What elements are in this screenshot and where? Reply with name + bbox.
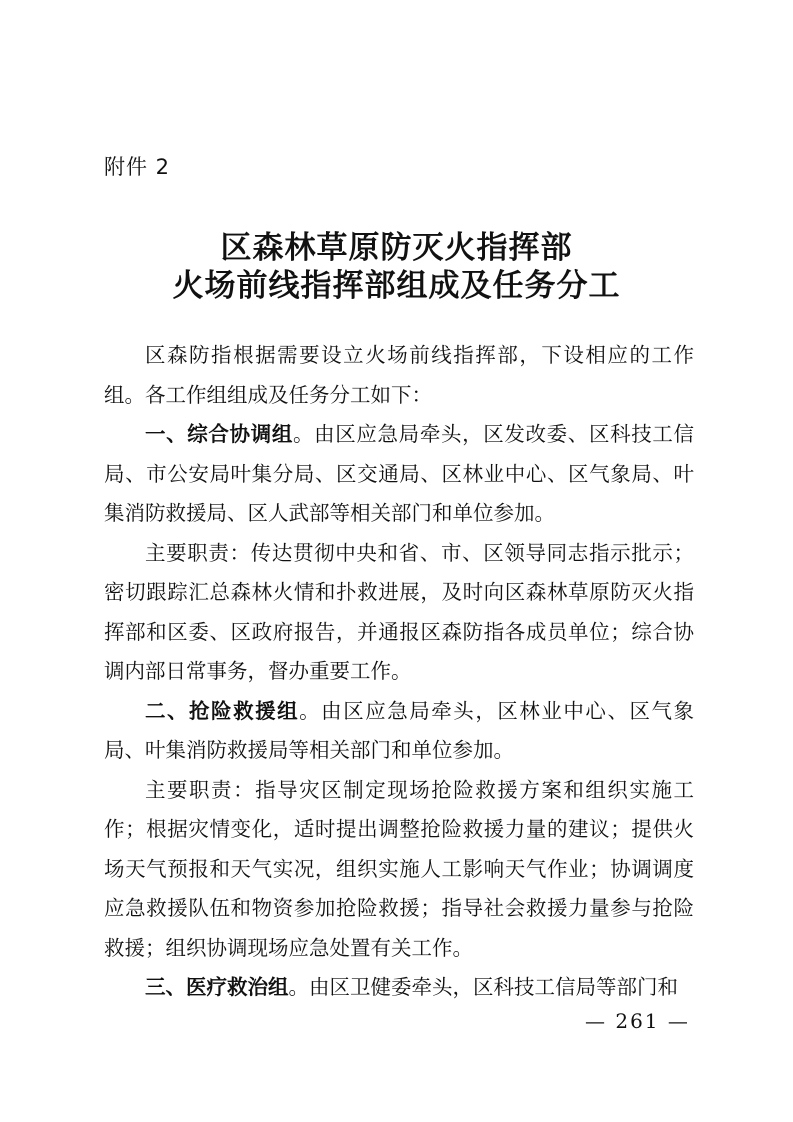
group1-composition: 。由区应急局牵头，区发改委、区科技工信局、市公安局叶集分局、区交通局、区林业中心、区气象局、叶集消防救援局、区人武部等相关部门和单位参加。 bbox=[104, 422, 695, 525]
document-body bbox=[104, 336, 694, 1008]
document-title-line1: 区森林草原防灭火指挥部 bbox=[220, 230, 573, 266]
attachment-label: 附件 2 bbox=[104, 155, 171, 179]
group2-composition-paragraph bbox=[104, 692, 694, 771]
group2-composition: 。由区应急局牵头，区林业中心、区气象局、叶集消防救援局等相关部门和单位参加。 bbox=[104, 698, 695, 762]
group1-composition-paragraph bbox=[104, 415, 694, 534]
document-title-line2: 火场前线指挥部组成及任务分工 bbox=[172, 268, 621, 304]
group1-duties-paragraph: 主要职责：传达贯彻中央和省、市、区领导同志指示批示；密切跟踪汇总森林火情和扑救进展，及时向区森林草原防灭火指挥部和区委、区政府报告，并通报区森防指各成员单位；综合协调内部日常事务，督办重要工作。 bbox=[104, 540, 694, 683]
group1-heading: 一、综合协调组 bbox=[145, 422, 293, 446]
group2-heading: 二、抢险救援组 bbox=[145, 698, 300, 723]
group2-duties-paragraph: 主要职责：指导灾区制定现场抢险救援方案和组织实施工作；根据灾情变化，适时提出调整抢险救援力量的建议；提供火场天气预报和天气实况，组织实施人工影响天气作业；协调调度应急救援队伍和物资参加抢险救援；指导社会救援力量参与抢险救援；组织协调现场应急处置有关工作。 bbox=[104, 777, 694, 960]
group3-heading: 三、医疗救治组 bbox=[145, 975, 289, 999]
group3-composition: 。由区卫健委牵头，区科技工信局等部门和 bbox=[288, 975, 678, 999]
intro-paragraph: 区森防指根据需要设立火场前线指挥部，下设相应的工作组。各工作组组成及任务分工如下： bbox=[104, 343, 694, 407]
group3-composition-paragraph bbox=[104, 968, 694, 1008]
page-number: — 261 — bbox=[585, 1009, 690, 1033]
